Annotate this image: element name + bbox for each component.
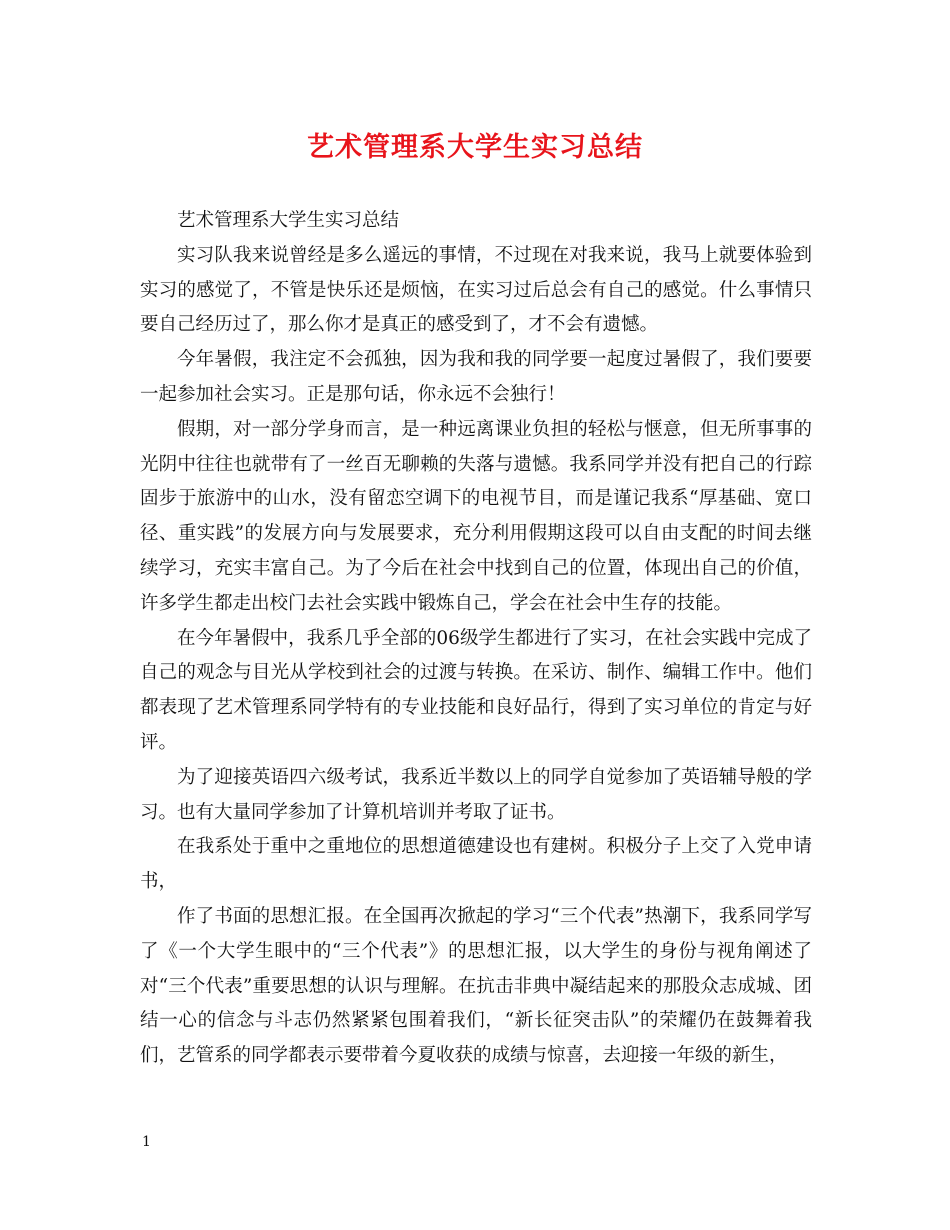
page-number: 1 bbox=[142, 1134, 151, 1150]
paragraph: 今年暑假，我注定不会孤独，因为我和我的同学要一起度过暑假了，我们要要一起参加社会实习。正是那句话，你永远不会独行！ bbox=[140, 349, 812, 405]
paragraph: 作了书面的思想汇报。在全国再次掀起的学习“三个代表”热潮下，我系同学写了《一个大学生眼中的“三个代表”》的思想汇报，以大学生的身份与视角阐述了对“三个代表”重要思想的认识与理解。在抗击非典中凝结起来的那股众志成城、团结一心的信念与斗志仍然紧紧包围着我们，“新长征突击队”的荣耀仍在鼓舞着我们，艺管系的同学都表示要带着今夏收获的成绩与惊喜，去迎接一年级的新生， bbox=[140, 905, 812, 1067]
paragraph: 为了迎接英语四六级考试，我系近半数以上的同学自觉参加了英语辅导般的学习。也有大量同学参加了计算机培训并考取了证书。 bbox=[140, 766, 812, 823]
paragraph: 在我系处于重中之重地位的思想道德建设也有建树。积极分子上交了入党申请书， bbox=[140, 836, 812, 893]
paragraph: 假期，对一部分学身而言，是一种远离课业负担的轻松与惬意，但无所事事的光阴中往往也就带有了一丝百无聊赖的失落与遗憾。我系同学并没有把自己的行踪固步于旅游中的山水，没有留恋空调下的电视节目，而是谨记我系“厚基础、宽口径、重实践”的发展方向与发展要求，充分利用假期这段可以自由支配的时间去继续学习，充实丰富自己。为了今后在社会中找到自己的位置，体现出自己的价值，许多学生都走出校门去社会实践中锻炼自己，学会在社会中生存的技能。 bbox=[140, 418, 812, 614]
paragraph: 在今年暑假中，我系几乎全部的06级学生都进行了实习，在社会实践中完成了自己的观念与目光从学校到社会的过渡与转换。在采访、制作、编辑工作中。他们都表现了艺术管理系同学特有的专业技能和良好品行，得到了实习单位的肯定与好评。 bbox=[140, 627, 812, 753]
paragraph: 实习队我来说曾经是多么遥远的事情，不过现在对我来说，我马上就要体验到实习的感觉了，不管是快乐还是烦恼，在实习过后总会有自己的感觉。什么事情只要自己经历过了，那么你才是真正的感受到了，才不会有遗憾。 bbox=[140, 244, 812, 336]
document-body bbox=[140, 204, 812, 1074]
document-title: 艺术管理系大学生实习总结 bbox=[307, 132, 643, 163]
paragraph-heading-repeat: 艺术管理系大学生实习总结 bbox=[177, 210, 400, 231]
